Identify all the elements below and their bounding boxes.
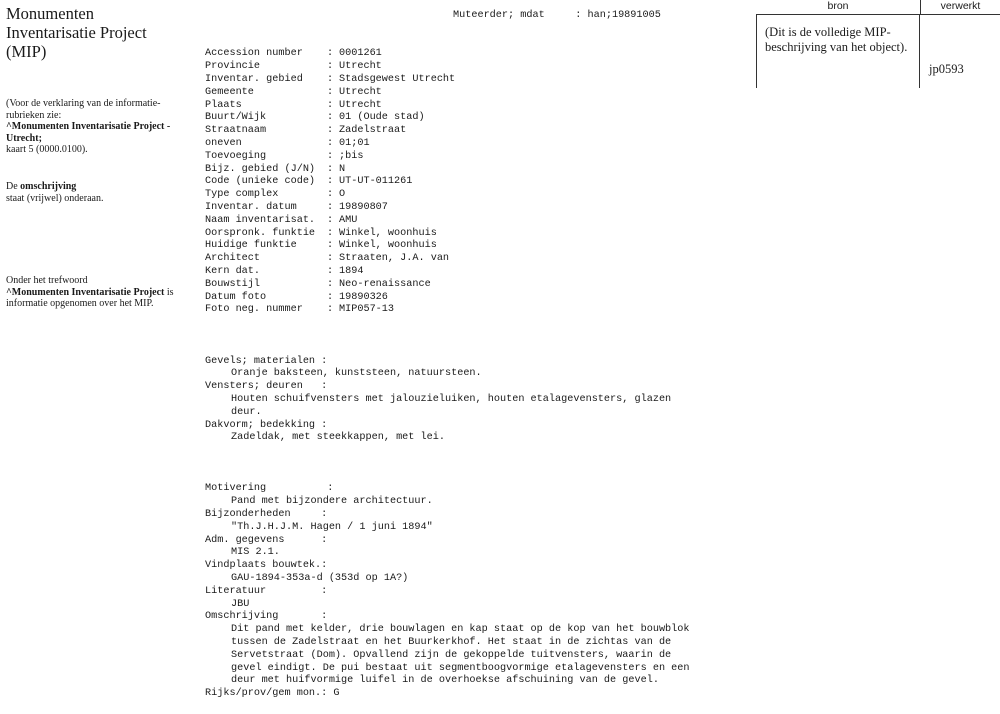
field-value: Winkel, woonhuis	[339, 240, 437, 252]
field-colon: :	[327, 201, 334, 213]
section-line: Oranje baksteen, kunststeen, natuursteen.	[231, 368, 482, 380]
section-heading: Literatuur :	[205, 585, 328, 597]
note-keyword-link[interactable]: ^Monumenten Inventarisatie Project	[6, 286, 165, 298]
field-colon: :	[327, 176, 334, 188]
note-keyword-text: is informatie opgenomen over het MIP.	[6, 286, 174, 310]
field-label: Inventar. gebied	[205, 73, 303, 85]
record-text	[205, 10, 745, 714]
source-table-row	[756, 15, 1000, 88]
field-label: Foto neg. nummer	[205, 304, 303, 316]
field-label: Straatnaam	[205, 125, 267, 137]
section-heading: Motivering :	[205, 483, 334, 495]
field-row	[205, 48, 745, 61]
field-label: Kern dat.	[205, 265, 261, 277]
note-description	[6, 181, 176, 204]
field-value: Straaten, J.A. van	[339, 253, 450, 265]
section-line: Servetstraat (Dom). Opvallend zijn de gekoppelde tuitvensters, waarin de	[231, 649, 672, 661]
field-row	[205, 240, 745, 253]
field-list	[205, 48, 745, 317]
field-value: 19890326	[339, 291, 388, 303]
field-value: Utrecht	[339, 61, 382, 73]
field-label: Architect	[205, 253, 261, 265]
source-table-header	[756, 0, 1000, 15]
note-legend	[6, 98, 176, 156]
field-row	[205, 279, 745, 292]
field-value: Utrecht	[339, 86, 382, 98]
note-keyword-prefix: Onder het trefwoord	[6, 275, 88, 287]
field-value: MIP057-13	[339, 304, 395, 316]
field-row	[205, 138, 745, 151]
note-legend-text: (Voor de verklaring van de informatie-rubrieken zie:	[6, 98, 161, 121]
col-verwerkt-cell: jp0593	[929, 62, 964, 76]
field-row	[205, 176, 745, 189]
field-colon: :	[327, 48, 334, 60]
field-value: AMU	[339, 214, 358, 226]
field-label: Naam inventarisat.	[205, 214, 316, 226]
field-value: Utrecht	[339, 99, 382, 111]
field-row	[205, 151, 745, 164]
field-row	[205, 228, 745, 241]
field-value: 0001261	[339, 48, 382, 60]
field-row	[205, 74, 745, 87]
section-heading: Omschrijving :	[205, 611, 328, 623]
field-colon: :	[327, 125, 334, 137]
note-legend-card: kaart 5 (0000.0100).	[6, 144, 88, 156]
col-bron-cell: (Dit is de volledige MIP-beschrijving van het object).	[756, 15, 920, 88]
field-colon: :	[327, 240, 334, 252]
field-value: 01 (Oude stad)	[339, 112, 425, 124]
field-colon: :	[327, 112, 334, 124]
field-colon: :	[327, 86, 334, 98]
section-line: Zadeldak, met steekkappen, met lei.	[231, 432, 445, 444]
section-line: Dit pand met kelder, drie bouwlagen en kap staat op de kop van het bouwblok	[231, 624, 690, 636]
section-line: deur.	[231, 406, 262, 418]
field-row	[205, 253, 745, 266]
section-line: tussen de Zadelstraat en het Buurkerkhof. Het staat in de zichtas van de	[231, 637, 672, 649]
source-table	[756, 0, 1000, 88]
field-label: Oorspronk. funktie	[205, 227, 316, 239]
field-colon: :	[327, 150, 334, 162]
section-line: Pand met bijzondere architectuur.	[231, 496, 433, 508]
section-heading: Vindplaats bouwtek.:	[205, 560, 328, 572]
field-colon: :	[327, 304, 334, 316]
field-value: Winkel, woonhuis	[339, 227, 437, 239]
field-colon: :	[327, 137, 334, 149]
field-label: Gemeente	[205, 86, 254, 98]
field-colon: :	[327, 73, 334, 85]
sections-description	[205, 483, 745, 701]
col-bron-header: bron	[756, 0, 921, 14]
section-heading: Rijks/prov/gem mon.: G	[205, 688, 340, 700]
field-label: Buurt/Wijk	[205, 112, 267, 124]
note-keyword	[6, 275, 176, 310]
field-value: ;bis	[339, 150, 364, 162]
field-colon: :	[327, 99, 334, 111]
section-heading: Gevels; materialen :	[205, 355, 328, 367]
section-line: MIS 2.1.	[231, 547, 280, 559]
field-value: Stadsgewest Utrecht	[339, 73, 456, 85]
section-heading: Bijzonderheden :	[205, 509, 328, 521]
field-label: oneven	[205, 137, 242, 149]
field-colon: :	[327, 214, 334, 226]
field-row	[205, 215, 745, 228]
field-label: Datum foto	[205, 291, 267, 303]
field-value: Zadelstraat	[339, 125, 407, 137]
field-row	[205, 304, 745, 317]
field-value: UT-UT-011261	[339, 176, 413, 188]
section-heading: Dakvorm; bedekking :	[205, 419, 328, 431]
field-value: 01;01	[339, 137, 370, 149]
section-line: "Th.J.H.J.M. Hagen / 1 juni 1894"	[231, 521, 433, 533]
field-colon: :	[327, 61, 334, 73]
section-line: JBU	[231, 598, 250, 610]
field-row	[205, 202, 745, 215]
field-colon: :	[327, 278, 334, 290]
field-value: 19890807	[339, 201, 388, 213]
section-line: Houten schuifvensters met jalouzieluiken, houten etalagevensters, glazen	[231, 393, 672, 405]
section-heading: Vensters; deuren :	[205, 381, 328, 393]
field-colon: :	[327, 227, 334, 239]
field-row	[205, 61, 745, 74]
note-description-keyword: omschrijving	[20, 180, 77, 192]
field-value: O	[339, 189, 346, 201]
field-label: Accession number	[205, 48, 303, 60]
field-value: 1894	[339, 265, 364, 277]
field-row	[205, 266, 745, 279]
field-row	[205, 112, 745, 125]
field-label: Code (unieke code)	[205, 176, 316, 188]
field-value: Neo-renaissance	[339, 278, 431, 290]
section-heading: Adm. gegevens :	[205, 534, 328, 546]
field-colon: :	[327, 253, 334, 265]
field-label: Inventar. datum	[205, 201, 297, 213]
field-colon: :	[327, 291, 334, 303]
note-legend-link[interactable]: ^Monumenten Inventarisatie Project - Utrecht;	[6, 121, 171, 144]
section-line: GAU-1894-353a-d (353d op 1A?)	[231, 573, 409, 585]
field-colon: :	[327, 163, 334, 175]
field-label: Type complex	[205, 189, 279, 201]
note-description-prefix: De	[6, 180, 18, 192]
note-description-text: staat (vrijwel) onderaan.	[6, 192, 104, 204]
left-margin	[6, 4, 176, 310]
field-colon: :	[327, 189, 334, 201]
field-row	[205, 164, 745, 177]
mutator-line: Muteerder; mdat : han;19891005	[453, 10, 661, 21]
field-row	[205, 189, 745, 202]
field-row	[205, 292, 745, 305]
page-title: Monumenten Inventarisatie Project (MIP)	[6, 4, 147, 61]
field-label: Provincie	[205, 61, 261, 73]
field-row	[205, 87, 745, 100]
field-label: Plaats	[205, 99, 242, 111]
field-label: Bouwstijl	[205, 278, 261, 290]
sections-material	[205, 356, 745, 446]
field-row	[205, 100, 745, 113]
section-line: deur met huifvormige luifel in de overhoekse afschuining van de gevel.	[231, 675, 659, 687]
field-label: Huidige funktie	[205, 240, 297, 252]
field-row	[205, 125, 745, 138]
field-label: Toevoeging	[205, 150, 267, 162]
field-colon: :	[327, 265, 334, 277]
section-line: gevel eindigt. De pui bestaat uit segmentboogvormige etalagevensters en een	[231, 662, 690, 674]
field-label: Bijz. gebied (J/N)	[205, 163, 316, 175]
col-verwerkt-header: verwerkt	[940, 0, 981, 12]
field-value: N	[339, 163, 346, 175]
